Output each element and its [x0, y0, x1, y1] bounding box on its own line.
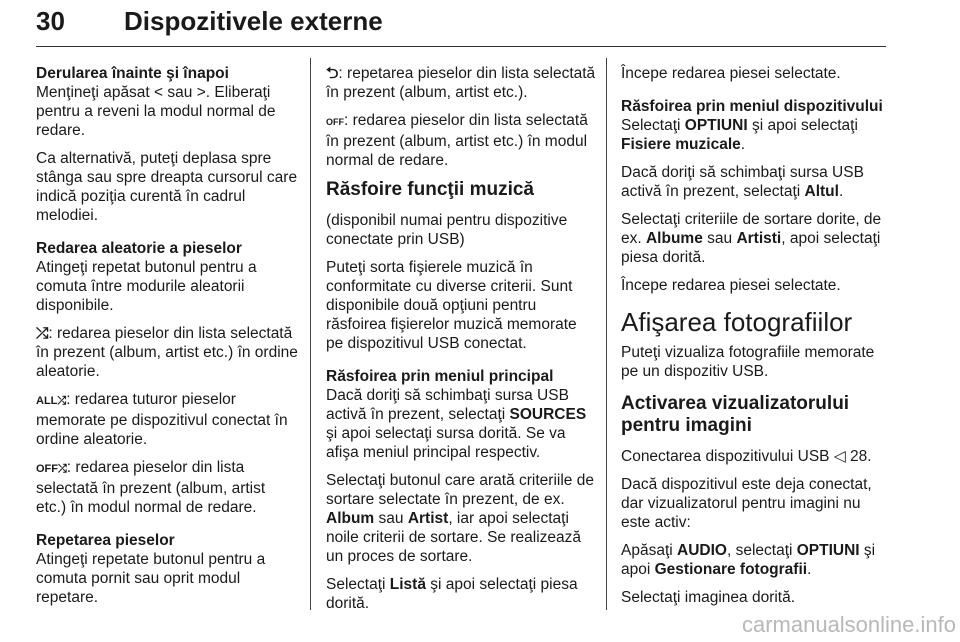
- subheading-device-menu: Răsfoirea prin meniul dispozitivului: [621, 98, 883, 115]
- shuffle-off-icon: OFF⤮: [36, 463, 67, 475]
- paragraph: Selectaţi criteriile de sortare dorite, de ex. Albume sau Artisti, apoi selectaţi piesa dorită.: [621, 211, 882, 266]
- column-2: [326, 64, 596, 622]
- list-item: OFF: redarea pieselor din lista selectată în prezent (album, artist etc.) în modul normal de redare.: [326, 112, 588, 169]
- paragraph: Selectaţi Listă şi apoi selectaţi piesa dorită.: [326, 576, 578, 612]
- paragraph: Conectarea dispozitivului USB ◁ 28.: [621, 448, 872, 465]
- paragraph: Dacă doriţi să schimbaţi sursa USB activă în prezent, selectaţi Altul.: [621, 164, 864, 200]
- paragraph: Selectaţi OPTIUNI şi apoi selectaţi Fisiere muzicale.: [621, 117, 858, 153]
- shuffle-icon: ⤮: [36, 325, 49, 342]
- column-1: [36, 64, 298, 616]
- list-item: OFF⤮: redarea pieselor din lista selectată în prezent (album, artist etc.) în modul normal de redare.: [36, 459, 266, 516]
- column-3: [621, 64, 891, 616]
- paragraph: (disponibil numai pentru dispozitive conectate prin USB): [326, 212, 568, 248]
- paragraph: Selectaţi imaginea dorită.: [621, 589, 796, 606]
- page-header: [36, 6, 926, 46]
- subheading-repeat: Repetarea pieselor: [36, 532, 175, 549]
- column-divider: [310, 58, 311, 610]
- paragraph: Începe redarea piesei selectate.: [621, 277, 841, 294]
- section-heading-browse: Răsfoire funcţii muzică: [326, 179, 534, 200]
- watermark: carmanualsonline.info: [741, 612, 956, 637]
- paragraph: Menţineţi apăsat < sau >. Eliberaţi pentru a reveni la modul normal de redare.: [36, 84, 276, 139]
- paragraph: Atingeţi repetat butonul pentru a comuta între modurile aleatorii disponibile.: [36, 259, 257, 314]
- subheading-main-menu: Răsfoirea prin meniul principal: [326, 368, 554, 385]
- header-rule: [36, 46, 886, 47]
- paragraph: Ca alternativă, puteţi deplasa spre stânga sau spre dreapta cursorul care indică poziţia curentă în cadrul melodiei.: [36, 150, 298, 224]
- page-number: 30: [36, 6, 65, 36]
- paragraph: Selectaţi butonul care arată criteriile de sortare selectate în prezent, de ex. Album sau Artist, iar apoi selectaţi noile criterii de sortare. Se realizează un proces de sortare.: [326, 472, 594, 565]
- column-divider: [606, 58, 607, 610]
- paragraph: Puteţi vizualiza fotografiile memorate pe un dispozitiv USB.: [621, 344, 875, 380]
- subheading-seek: Derularea înainte şi înapoi: [36, 65, 229, 82]
- list-item: ⤮: redarea pieselor din lista selectată în prezent (album, artist etc.) în ordine aleatorie.: [36, 325, 298, 380]
- subheading-shuffle: Redarea aleatorie a pieselor: [36, 240, 242, 257]
- section-heading-viewer: Activarea vizualizatorului pentru imagini: [621, 393, 850, 436]
- section-heading-photos: Afişarea fotografiilor: [621, 307, 853, 337]
- repeat-off-icon: OFF: [326, 117, 344, 127]
- page-reference-icon[interactable]: ◁ 28.: [833, 448, 872, 465]
- repeat-icon: ⮌: [326, 65, 339, 82]
- paragraph: Puteţi sorta fişierele muzică în conformitate cu diverse criterii. Sunt disponibile două opţiuni pentru răsfoirea fişierelor muzică memorate pe dispozitivul USB conectat.: [326, 259, 577, 352]
- shuffle-all-icon: ALL⤮: [36, 395, 67, 407]
- paragraph: Dacă doriţi să schimbaţi sursa USB activă în prezent, selectaţi SOURCES şi apoi selectaţi sursa dorită. Se va afişa meniul principal respectiv.: [326, 387, 587, 461]
- paragraph: Atingeţi repetate butonul pentru a comuta pornit sau oprit modul repetare.: [36, 551, 266, 606]
- paragraph: Începe redarea piesei selectate.: [621, 65, 841, 82]
- list-item: ⮌: repetarea pieselor din lista selectată în prezent (album, artist etc.).: [326, 65, 596, 101]
- page-title: Dispozitivele externe: [124, 6, 383, 36]
- paragraph: Dacă dispozitivul este deja conectat, dar vizualizatorul pentru imagini nu este activ:: [621, 476, 872, 531]
- list-item: ALL⤮: redarea tuturor pieselor memorate pe dispozitivul conectat în ordine aleatorie.: [36, 391, 288, 448]
- paragraph: Apăsaţi AUDIO, selectaţi OPTIUNI şi apoi Gestionare fotografii.: [621, 542, 876, 578]
